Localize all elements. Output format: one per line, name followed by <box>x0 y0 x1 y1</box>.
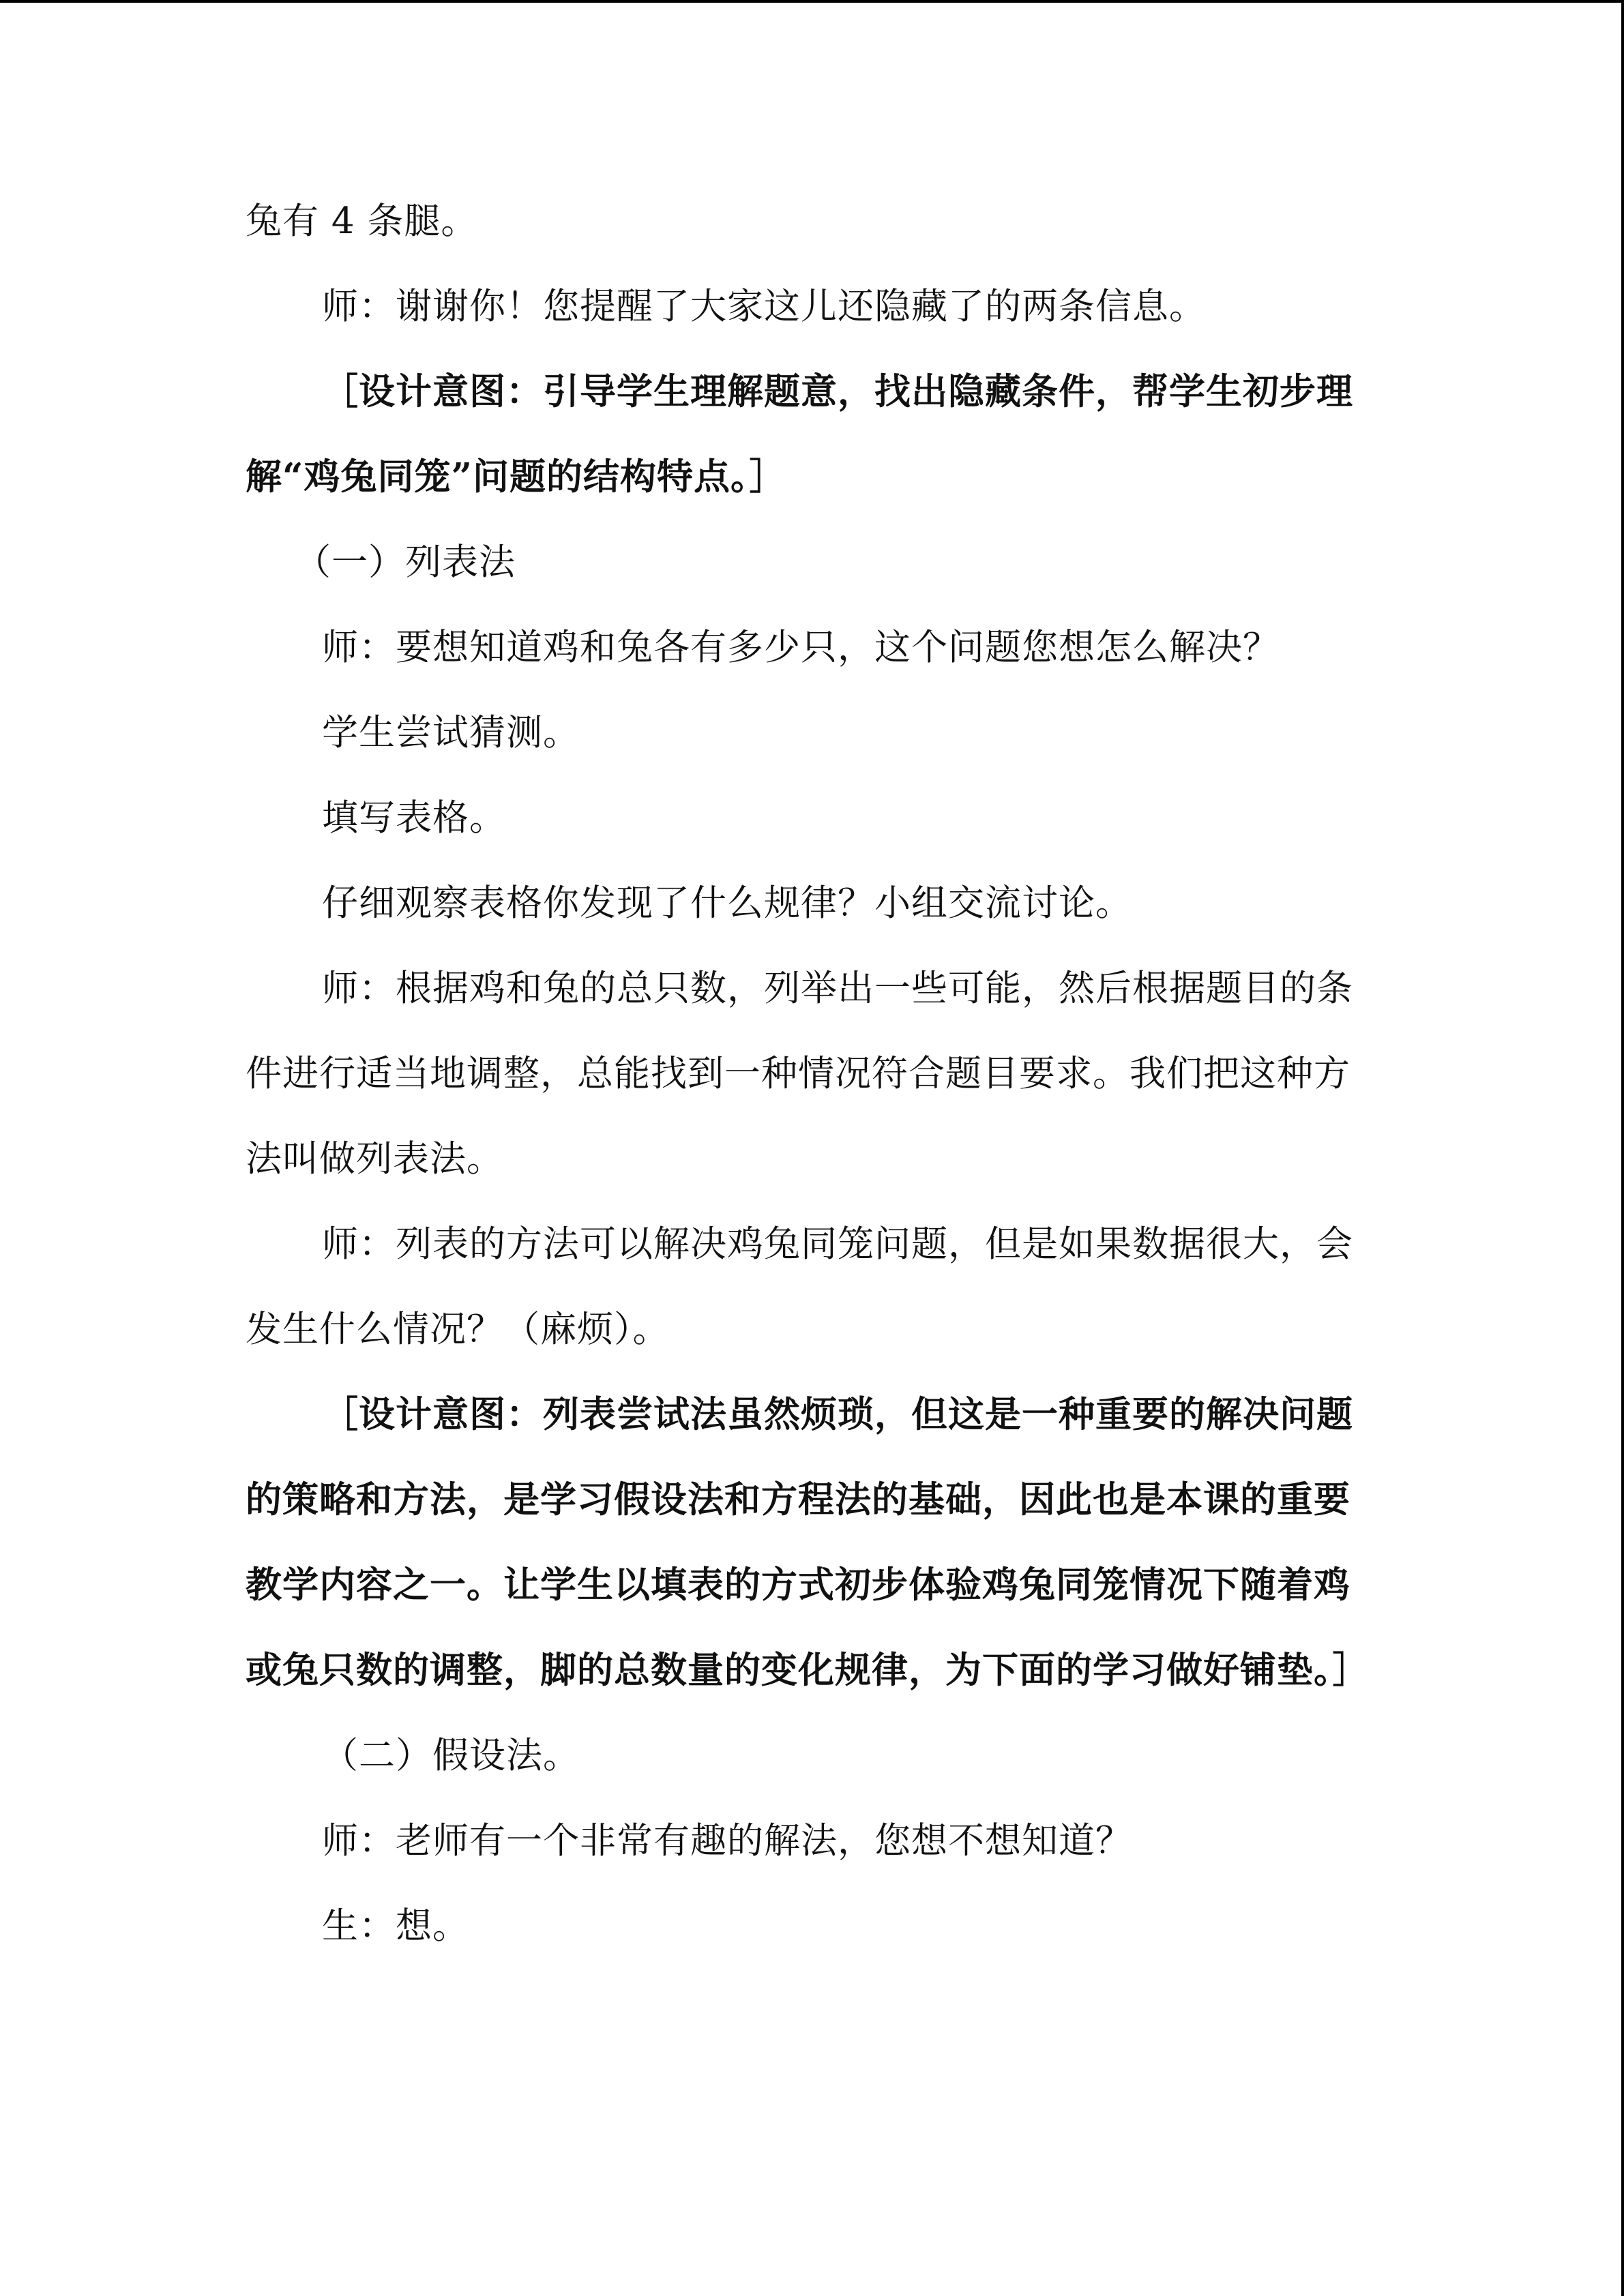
teacher-interesting-method-line: 师：老师有一个非常有趣的解法，您想不想知道？ <box>322 1820 1132 1862</box>
teacher-large-data-paragraph: 师：列表的方法可以解决鸡兔同笼问题，但是如果数据很大，会发生什么情况？（麻烦）。 <box>246 1223 1353 1350</box>
fill-table-line: 填写表格。 <box>322 797 506 839</box>
design-intent-note-1: ［设计意图：引导学生理解题意，找出隐藏条件，帮学生初步理解“鸡兔同笼”问题的结构特点。］ <box>246 370 1353 498</box>
document-body <box>246 179 1378 1969</box>
design-intent-note-2: ［设计意图：列表尝试法虽然烦琐，但这是一种重要的解决问题的策略和方法，是学习假设法和方程法的基础，因此也是本课的重要教学内容之一。让学生以填表的方式初步体验鸡兔同笼情况下随着鸡或兔只数的调整，脚的总数量的变化规律，为下面的学习做好铺垫。］ <box>246 1393 1370 1691</box>
student-answer-line: 生：想。 <box>322 1905 469 1947</box>
student-guess-line: 学生尝试猜测。 <box>322 712 580 754</box>
teacher-question-line: 师：要想知道鸡和兔各有多少只，这个问题您想怎么解决？ <box>322 627 1280 668</box>
paragraph-continuation: 兔有 4 条腿。 <box>246 200 478 242</box>
page-top-border <box>0 0 1624 3</box>
page-right-border <box>1621 0 1624 2296</box>
section-heading-assumption-method: （二）假设法。 <box>322 1735 580 1776</box>
teacher-explanation-paragraph: 师：根据鸡和兔的总只数，列举出一些可能，然后根据题目的条件进行适当地调整，总能找到一种情况符合题目要求。我们把这种方法叫做列表法。 <box>246 968 1353 1180</box>
section-heading-list-method: （一）列表法 <box>295 541 516 583</box>
teacher-thanks-line: 师：谢谢你！您提醒了大家这儿还隐藏了的两条信息。 <box>322 286 1206 327</box>
observe-table-line: 仔细观察表格你发现了什么规律？小组交流讨论。 <box>322 882 1132 924</box>
